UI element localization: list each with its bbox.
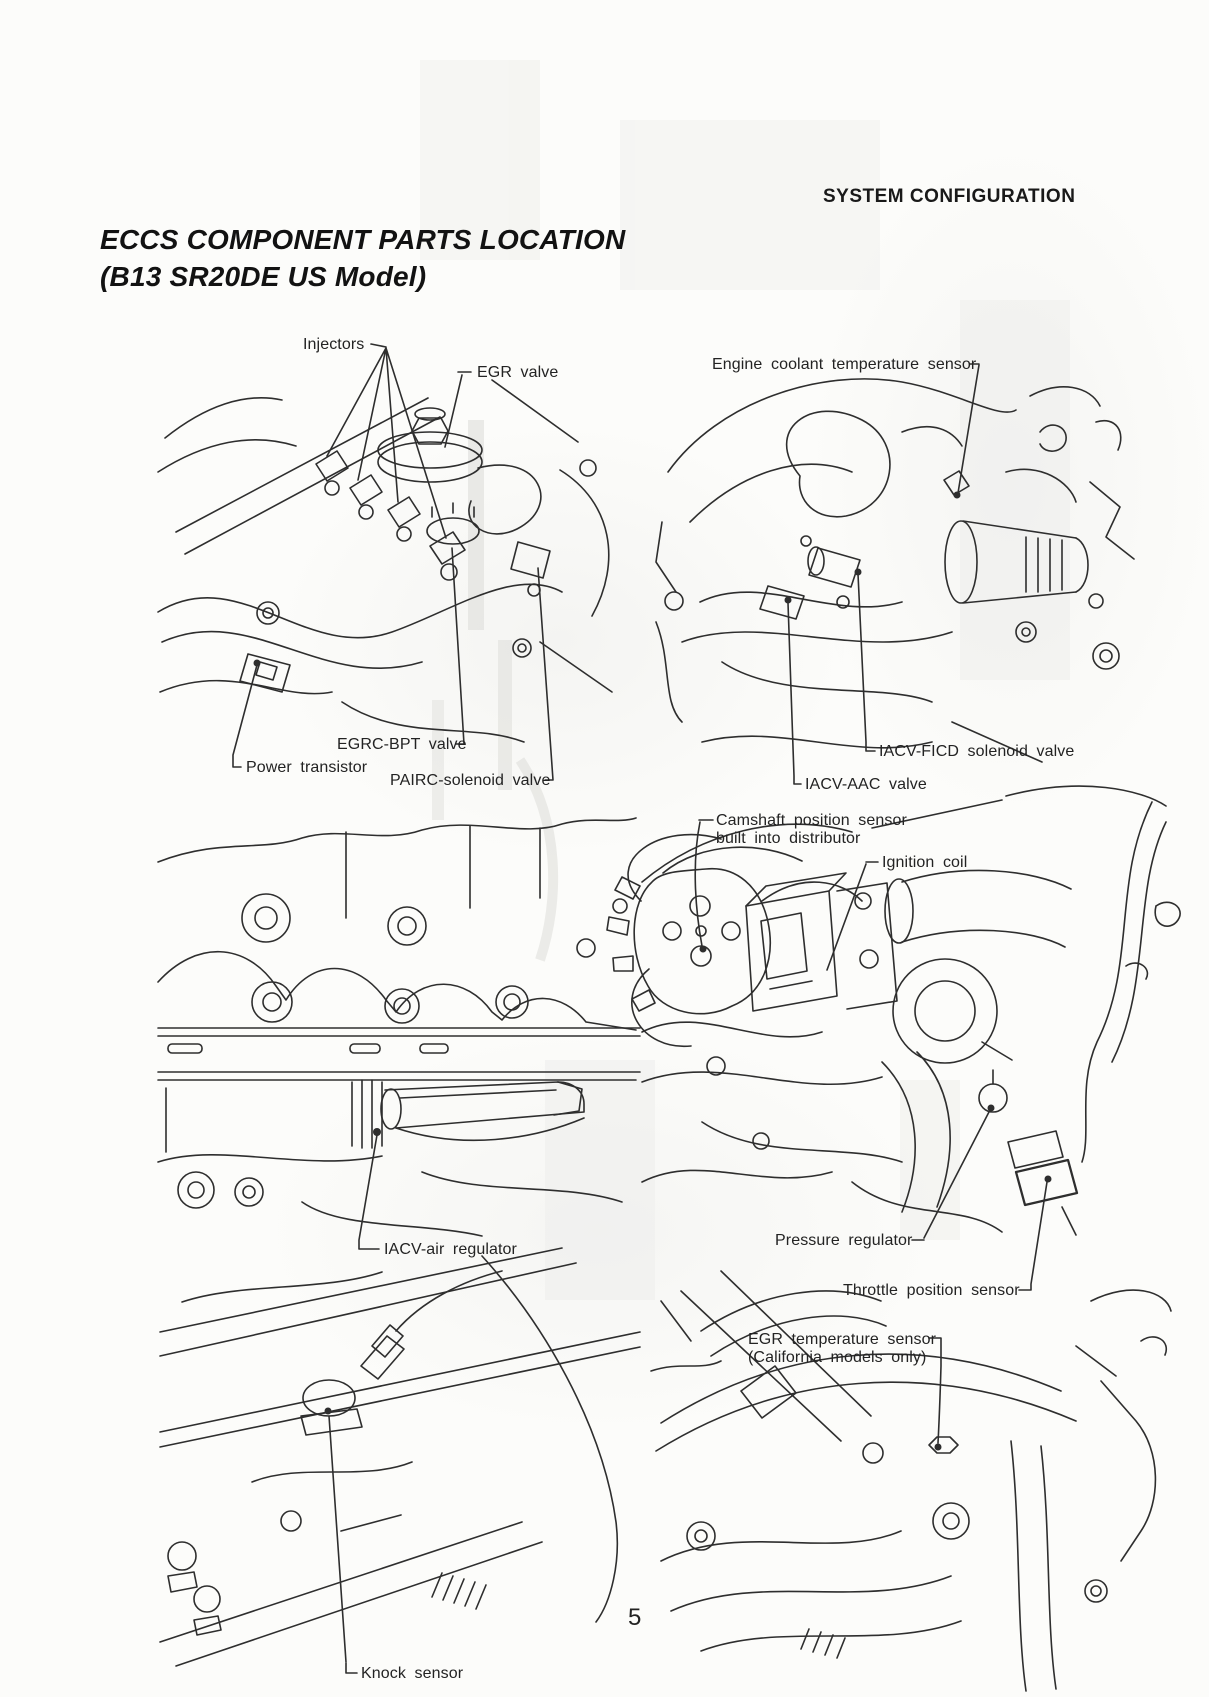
label-camshaft-position-sensor-line2: built into distributor	[716, 830, 861, 847]
page-title-line1: ECCS COMPONENT PARTS LOCATION	[100, 224, 626, 255]
leader-lines-bottom-left	[325, 1408, 358, 1674]
diagram-knock-sensor-artwork	[160, 1248, 640, 1666]
label-engine-coolant-temperature-sensor: Engine coolant temperature sensor	[712, 356, 977, 373]
label-ignition-coil: Ignition coil	[882, 854, 968, 871]
label-camshaft-position-sensor-line1: Camshaft position sensor	[716, 812, 907, 829]
label-iacv-aac-valve: IACV-AAC valve	[805, 776, 927, 793]
label-egrc-bpt-valve: EGRC-BPT valve	[337, 736, 467, 753]
label-knock-sensor: Knock sensor	[361, 1665, 464, 1682]
diagram-injectors-egr-artwork	[158, 380, 612, 742]
label-egr-valve: EGR valve	[477, 364, 559, 381]
page-number: 5	[628, 1604, 642, 1631]
section-header: SYSTEM CONFIGURATION	[823, 186, 1076, 207]
label-egr-temperature-sensor-line2: (California models only)	[748, 1349, 927, 1366]
label-throttle-position-sensor: Throttle position sensor	[843, 1282, 1020, 1299]
label-pressure-regulator: Pressure regulator	[775, 1232, 913, 1249]
label-egr-temperature-sensor-line1: EGR temperature sensor	[748, 1331, 937, 1348]
label-pairc-solenoid-valve: PAIRC-solenoid valve	[390, 772, 551, 789]
leader-lines-middle-right	[695, 820, 1051, 1290]
label-iacv-air-regulator: IACV-air regulator	[384, 1241, 517, 1258]
page-title-line2: (B13 SR20DE US Model)	[100, 261, 427, 292]
label-injectors: Injectors	[303, 336, 365, 353]
label-power-transistor: Power transistor	[246, 759, 368, 776]
label-iacv-ficd-solenoid-valve: IACV-FICD solenoid valve	[879, 743, 1075, 760]
leader-lines-bottom-right	[929, 1338, 942, 1451]
